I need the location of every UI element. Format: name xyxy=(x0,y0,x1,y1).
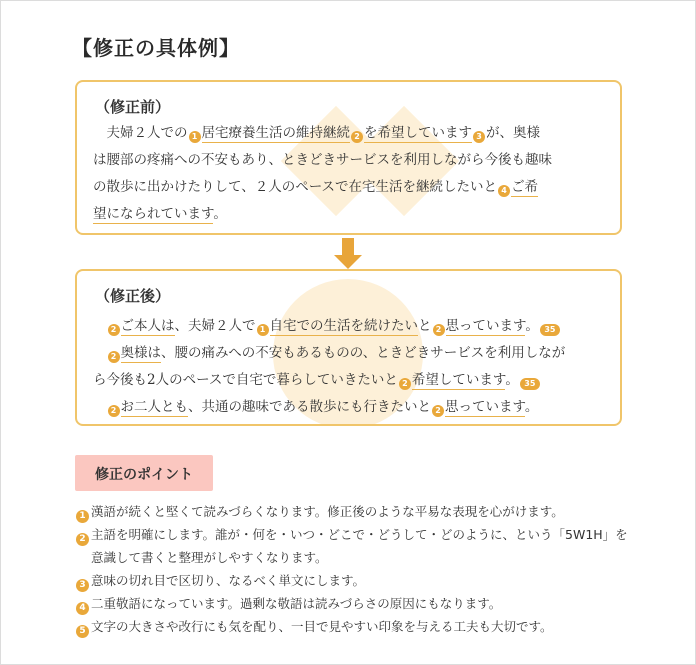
underlined-phrase: 居宅療養生活の維持継続 xyxy=(201,125,350,141)
points-tab xyxy=(75,455,213,491)
text-span: 、共通の趣味である散歩にも行きたいと xyxy=(188,399,431,415)
text-span: と xyxy=(418,318,432,334)
marker-2: 2 xyxy=(433,324,445,336)
text-span: の散歩に出かけたりして、２人のペースで在宅生活を継続したいと xyxy=(93,179,498,195)
point-text: 文字の大きさや改行にも気を配り、一目で見やすい印象を与える工夫も大切です。 xyxy=(91,619,553,634)
text-span: 。 xyxy=(525,318,539,334)
marker-2: 2 xyxy=(108,405,120,417)
after-line-1 xyxy=(93,313,610,340)
marker-1: 1 xyxy=(189,131,201,143)
marker-4: 4 xyxy=(498,185,510,197)
text-span: ら今後も2人のペースで自宅で暮らしていきたいと xyxy=(93,372,398,388)
point-text: 二重敬語になっています。過剰な敬語は読みづらさの原因にもなります。 xyxy=(91,596,502,611)
marker-2: 2 xyxy=(399,378,411,390)
marker-2: 2 xyxy=(108,324,120,336)
underlined-phrase: 自宅での生活を続けたい xyxy=(269,318,418,334)
point-number: 3 xyxy=(76,579,89,592)
points-tab-label: 修正のポイント xyxy=(95,467,193,483)
marker-2: 2 xyxy=(351,131,363,143)
point-number: 1 xyxy=(76,510,89,523)
before-label: （修正前） xyxy=(95,98,171,116)
before-line-2: は腰部の疼痛への不安もあり、ときどきサービスを利用しながら今後も趣味 xyxy=(93,152,552,168)
marker-2: 2 xyxy=(432,405,444,417)
point-item xyxy=(76,569,636,592)
before-line-3 xyxy=(93,174,610,201)
point-text: 主語を明確にします。誰が・何を・いつ・どこで・どうして・どのように、という「5W1H」を xyxy=(91,527,628,542)
after-line-2 xyxy=(93,340,610,367)
before-line-4 xyxy=(93,201,610,228)
point-text: 漢語が続くと堅くて読みづらくなります。修正後のような平易な表現を心がけます。 xyxy=(91,504,564,519)
text-span: 夫婦２人での xyxy=(93,125,188,141)
before-line-1 xyxy=(93,120,610,147)
marker-3-5: 35 xyxy=(540,324,560,336)
before-box xyxy=(75,80,622,235)
underlined-phrase: 奥様は xyxy=(120,345,161,361)
underlined-phrase: 思っています xyxy=(445,318,526,334)
after-label: （修正後） xyxy=(95,287,171,305)
text-span: 。 xyxy=(524,399,539,415)
after-box xyxy=(75,269,622,426)
underlined-phrase: お二人とも xyxy=(120,399,188,415)
text-span: が、奥様 xyxy=(486,125,540,141)
point-number: 2 xyxy=(76,533,89,546)
point-item xyxy=(76,615,636,638)
text-span: 、夫婦２人で xyxy=(174,318,256,334)
marker-1: 1 xyxy=(257,324,269,336)
after-text xyxy=(93,313,610,421)
text-span: 。 xyxy=(213,206,227,222)
point-item xyxy=(76,500,636,523)
points-list xyxy=(76,500,636,638)
marker-3: 3 xyxy=(473,131,485,143)
point-number: 4 xyxy=(76,602,89,615)
point-item xyxy=(76,592,636,615)
text-span: 、腰の痛みへの不安もあるものの、ときどきサービスを利用しなが xyxy=(161,345,566,361)
before-text xyxy=(93,120,610,228)
point-text: 意味の切れ目で区切り、なるべく単文にします。 xyxy=(91,573,366,588)
marker-2: 2 xyxy=(108,351,120,363)
underlined-phrase: 希望しています xyxy=(411,372,506,388)
page-title: 【修正の具体例】 xyxy=(72,36,240,60)
underlined-phrase: 望になられています xyxy=(93,206,214,222)
after-line-4 xyxy=(93,394,610,421)
point-text-continuation: 意識して書くと整理がしやすくなります。 xyxy=(91,550,328,565)
after-line-3 xyxy=(93,367,610,394)
down-arrow-icon xyxy=(337,238,359,268)
underlined-phrase: ご希 xyxy=(511,179,539,195)
point-item xyxy=(76,523,636,569)
text-span: 。 xyxy=(505,372,519,388)
underlined-phrase: ご本人は xyxy=(120,318,175,334)
marker-3-5: 35 xyxy=(520,378,540,390)
underlined-phrase: 思っています xyxy=(445,399,525,415)
point-number: 5 xyxy=(76,625,89,638)
underlined-phrase: を希望しています xyxy=(364,125,472,141)
